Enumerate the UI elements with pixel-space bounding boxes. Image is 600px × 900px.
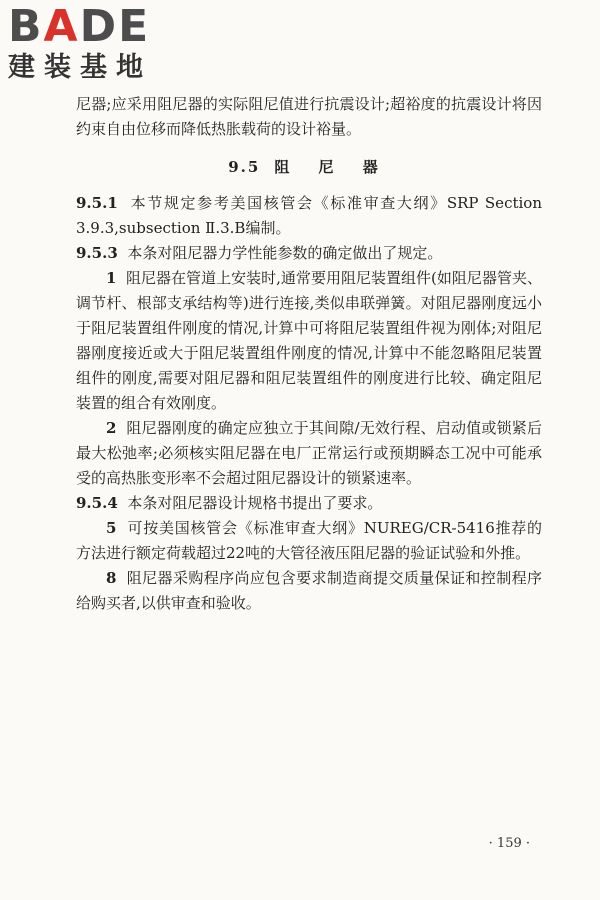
clause-951	[76, 191, 542, 241]
intro-paragraph: 尼器;应采用阻尼器的实际阻尼值进行抗震设计;超裕度的抗震设计将因约束自由位移而降低热胀载荷的设计裕量。	[76, 95, 542, 138]
document-body	[76, 92, 542, 616]
section-heading	[76, 156, 542, 177]
clause-number: 9.5.3	[76, 244, 118, 262]
clause-number: 9.5.1	[76, 194, 118, 212]
page-number: · 159 ·	[488, 836, 530, 851]
clause-text: 本条对阻尼器力学性能参数的确定做出了规定。	[127, 244, 443, 262]
item-text: 阻尼器刚度的确定应独立于其间隙/无效行程、启动值或锁紧后最大松弛率;必须核实阻尼器在电厂正常运行或预期瞬态工况中可能承受的高热胀变形率不会超过阻尼器设计的锁紧速率。	[76, 419, 542, 487]
logo-chinese-text: 建装基地	[8, 52, 152, 83]
item-954-8	[76, 566, 542, 616]
section-title: 阻 尼 器	[274, 158, 390, 176]
clause-text: 本节规定参考美国核管会《标准审查大纲》SRP Section 3.9.3,subsection Ⅱ.3.B编制。	[76, 194, 542, 237]
item-number: 2	[106, 419, 117, 437]
watermark-logo	[8, 1, 178, 84]
section-number: 9.5	[228, 158, 261, 176]
clause-number: 9.5.4	[76, 494, 118, 512]
item-954-5	[76, 516, 542, 566]
clause-953	[76, 241, 542, 266]
logo-wordmark: BADE	[8, 1, 151, 52]
item-number: 5	[106, 519, 117, 537]
item-text: 可按美国核管会《标准审查大纲》NUREG/CR-5416推荐的方法进行额定荷载超过22吨的大管径液压阻尼器的验证试验和外推。	[76, 519, 543, 562]
clause-954	[76, 491, 542, 516]
item-number: 8	[106, 569, 117, 587]
item-text: 阻尼器在管道上安装时,通常要用阻尼装置组件(如阻尼器管夹、调节杆、根部支承结构等)进行连接,类似串联弹簧。对阻尼器刚度远小于阻尼装置组件刚度的情况,计算中可将阻尼装置组件视为刚体;对阻尼器刚度接近或大于阻尼装置组件刚度的情况,计算中不能忽略阻尼装置组件的刚度,需要对阻尼器和阻尼装置组件的刚度进行比较、确定阻尼装置的组合有效刚度。	[76, 269, 542, 412]
item-953-1	[76, 266, 542, 416]
item-number: 1	[106, 269, 117, 287]
item-953-2	[76, 416, 542, 491]
item-text: 阻尼器采购程序尚应包含要求制造商提交质量保证和控制程序给购买者,以供审查和验收。	[76, 569, 542, 612]
clause-text: 本条对阻尼器设计规格书提出了要求。	[127, 494, 383, 512]
